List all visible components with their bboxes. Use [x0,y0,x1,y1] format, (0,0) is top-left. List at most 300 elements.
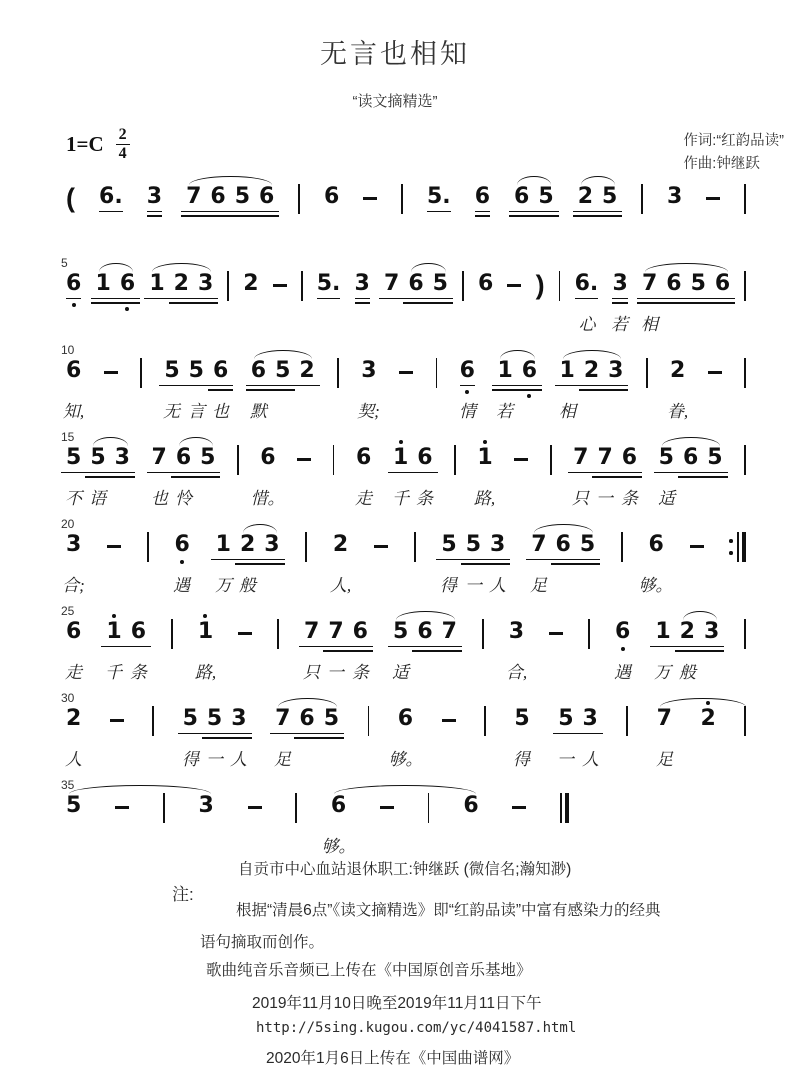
note [408,273,423,304]
note-digit: 6 [614,619,631,644]
note [558,708,573,734]
duration-underline [612,298,627,300]
barline [140,358,142,388]
note [384,273,399,299]
lyric-syllable: 千 [392,489,409,508]
note-digit: 5 [164,358,180,383]
beamed-group [558,708,598,734]
duration-underline [294,737,319,739]
note-digit: 5 [66,445,82,470]
note [657,708,672,730]
note [659,447,674,473]
note-digit: 6 [648,532,664,557]
note-digit: 5 [182,706,198,731]
barline [565,793,569,823]
note [509,621,524,643]
duration-underline [147,211,162,213]
barline [462,271,464,301]
duration-underline [388,472,413,474]
lyric-syllable: 够。 [388,750,423,769]
lyric-syllable: 遇 [173,576,190,595]
lyric-syllable: 够。 [638,576,673,595]
beamed-group [251,360,315,391]
note-digit: 6 [352,619,368,644]
duration-underline [110,472,135,474]
note [231,708,246,739]
note [475,186,490,217]
duration-underline [319,733,344,735]
repeat-end-barline [729,532,745,562]
note [260,447,275,469]
note [427,186,451,212]
lyric-syllable: 也 [151,489,168,508]
composer-credit: 作曲:钟继跃 [683,156,760,173]
note-digit: 6 [356,445,372,470]
note-digit: 5 [432,271,448,296]
duration-underline [299,646,324,648]
beamed-group [642,273,730,304]
note [200,447,215,478]
duration-underline [492,389,517,391]
note [66,534,81,556]
note-digit: 5 [66,793,82,818]
octave-dot-below [180,560,184,564]
note [560,360,575,386]
duration-underline [509,211,534,213]
note [417,621,432,652]
duration-underline [319,737,344,739]
duration-underline [461,563,486,565]
note [99,186,123,212]
note [333,534,348,556]
note [299,360,314,386]
duration-underline [193,302,218,304]
note-digit: 3 [508,619,525,644]
note-digit: 3 [231,706,247,731]
note [683,447,698,478]
footer-date-line: 2019年11月10日晚至2019年11月11日下午 [252,995,542,1012]
duration-dash [708,371,722,374]
note [622,447,637,478]
duration-underline [110,476,135,478]
beamed-group [152,447,216,478]
duration-underline [492,385,517,387]
key-signature [66,127,130,162]
note [477,447,492,469]
note-digit: 6 [521,358,538,383]
note [538,186,553,217]
note [522,360,537,398]
note-digit: 7 [304,619,320,644]
duration-underline [686,302,711,304]
note-digit: 7 [328,619,344,644]
note-digit: 6 [299,706,315,731]
beamed-group [659,447,723,478]
note-digit: 6 [119,271,136,296]
barline [482,619,484,649]
song-subtitle: “读文摘精选” [352,93,438,110]
duration-underline [181,215,206,217]
lyric-syllable: 一 [327,663,344,682]
note [466,534,481,565]
note [149,273,164,299]
duration-underline [475,211,490,213]
beamed-group [393,621,457,652]
note [715,273,730,304]
duration-underline [654,472,679,474]
duration-underline [603,389,628,391]
note-digit: 1 [95,271,111,296]
time-signature-denominator: 4 [116,144,130,162]
duration-underline [592,476,617,478]
barline [295,793,297,823]
duration-dash [107,545,121,548]
note [198,621,213,643]
note [251,360,266,391]
duration-dash [273,284,287,287]
duration-underline [91,302,116,304]
barline [559,271,561,301]
note [612,273,627,304]
barline [742,532,746,562]
note-digit: 2 [670,358,686,383]
barline [621,532,623,562]
note [147,186,162,217]
duration-underline [147,472,172,474]
measure-number: 30 [61,691,75,705]
lyric-syllable: 语 [89,489,106,508]
note-digit: 7 [641,271,658,296]
beamed-group [655,621,719,652]
note-digit: 6 [666,271,682,296]
duration-underline [66,298,81,300]
note [328,621,343,652]
note-digit: 6 [330,793,347,818]
note-digit: 5 [602,184,618,209]
barline [744,358,746,388]
note [514,708,529,730]
duration-underline [270,389,295,391]
barline [401,184,403,214]
duration-underline [202,733,227,735]
footer-source-line-2: 语句摘取而创作。 [200,934,325,951]
score [61,183,746,882]
duration-underline [575,563,600,565]
octave-dot-below [72,303,76,307]
lyric-syllable: 相 [559,402,576,421]
note-digit: 1 [215,532,231,557]
note [275,708,290,734]
note [299,708,314,739]
note [152,447,167,473]
measure-number: 25 [61,604,75,618]
note [207,708,222,739]
note [393,447,408,473]
note-digit: 2 [243,271,259,296]
lyric-syllable: 一 [557,750,574,769]
duration-underline [226,733,251,735]
duration-underline [702,472,727,474]
lyric-syllable: 若 [611,315,628,334]
duration-underline [115,302,140,304]
lyric-syllable: 万 [215,576,232,595]
duration-underline [403,302,428,304]
beamed-group [149,273,213,304]
note [578,186,593,217]
measure-number: 10 [61,343,75,357]
duration-underline [294,733,319,735]
barline [744,184,746,214]
note-digit: 5 [690,271,706,296]
barline [147,532,149,562]
duration-underline [555,385,580,387]
lyric-syllable: 心 [578,315,596,334]
duration-underline [573,211,598,213]
note-digit: 5 [441,532,457,557]
barline [428,793,430,823]
duration-underline [254,211,279,213]
duration-underline [475,215,490,217]
note [96,273,111,304]
duration-dash [706,197,720,200]
lyric-syllable: 得 [513,750,530,769]
key-label: 1=C [66,132,104,156]
note [584,360,599,391]
barline [337,358,339,388]
duration-underline [355,298,370,300]
duration-underline [208,385,233,387]
barline [414,532,416,562]
score-line [66,183,746,273]
duration-underline [412,646,437,648]
lyric-syllable: 相 [641,315,658,334]
note [186,186,201,217]
duration-dash [297,458,311,461]
note [361,360,376,382]
duration-underline [551,563,576,565]
note-digit: 6 [514,184,530,209]
note-digit: 2 [583,358,600,383]
duration-underline [193,298,218,300]
duration-underline [575,298,599,300]
lyric-syllable: 人 [489,576,506,595]
lyric-syllable: 般 [239,576,256,595]
note-digit: 6. [574,271,599,296]
note-digit: 3 [146,184,163,209]
lyric-syllable: 一 [465,576,482,595]
note-digit: 7 [531,532,547,557]
duration-underline [461,559,486,561]
note [680,621,695,652]
duration-underline [485,563,510,565]
duration-underline [208,389,233,391]
barline [227,271,229,301]
duration-underline [412,650,437,652]
note-digit: 6 [682,445,699,470]
beamed-group [560,360,624,391]
note-label: 注: [172,885,194,904]
lyric-syllable: 路, [194,663,217,682]
note-digit: 3 [264,532,280,557]
note [213,360,228,391]
note-digit: 7 [597,445,613,470]
note [648,534,663,556]
duration-underline [686,298,711,300]
note [355,273,370,304]
note [66,447,81,473]
note-digit: 1 [149,271,165,296]
duration-dash [104,371,118,374]
note-digit: 7 [384,271,400,296]
final-barline [560,793,569,823]
measure-number: 15 [61,430,75,444]
note-digit: 2 [239,532,256,557]
note-digit: 5 [465,532,482,557]
lyric-syllable: 不 [65,489,82,508]
measure-number: 35 [61,778,75,792]
duration-underline [460,385,475,387]
open-paren: ( [66,183,75,213]
duration-underline [437,650,462,652]
duration-underline [126,646,151,648]
note-digit: 1 [559,358,575,383]
lyric-syllable: 知, [62,402,85,421]
duration-underline [675,650,700,652]
note-digit: 3 [66,532,82,557]
beamed-group [573,447,637,478]
duration-underline [348,646,373,648]
note-digit: 3 [490,532,506,557]
beamed-group [497,360,537,398]
duration-underline [169,298,194,300]
footer-upload-line-2: 2020年1月6日上传在《中国曲谱网》 [266,1050,520,1067]
lyric-syllable: 够。 [321,837,356,856]
barline [305,532,307,562]
duration-underline [323,650,348,652]
duration-dash [399,371,413,374]
note-digit: 6 [463,793,479,818]
lyric-syllable: 足 [656,750,673,769]
duration-underline [270,385,295,387]
duration-underline [575,559,600,561]
beamed-group [164,360,228,391]
note-digit: 2 [299,358,315,383]
note-digit: 5 [514,706,530,731]
note [704,621,719,652]
note-digit: 6 [210,184,226,209]
note [240,534,255,565]
duration-dash [549,632,563,635]
note [670,360,685,382]
barline [588,619,590,649]
beamed-group [441,534,505,565]
duration-underline [195,472,220,474]
duration-underline [246,385,271,387]
note-digit: 5 [200,445,216,470]
duration-underline [99,211,123,213]
barline [484,706,486,736]
note-digit: 3 [608,358,624,383]
lyric-syllable: 路, [473,489,496,508]
duration-underline [533,215,558,217]
beamed-group [186,186,274,217]
note [667,186,682,208]
note [106,621,121,647]
duration-underline [181,211,206,213]
barline [646,358,648,388]
duration-underline [144,298,169,300]
lyric-syllable: 怜 [175,489,192,508]
duration-underline [115,298,140,300]
note [573,447,588,473]
slur-arc [517,176,551,185]
note [304,621,319,647]
beamed-group [514,186,554,217]
lyric-syllable: 人 [65,750,82,769]
lyric-syllable: 一 [596,489,613,508]
note [324,186,339,208]
note [608,360,623,391]
note [324,708,339,739]
lyric-syllable: 合, [505,663,528,682]
duration-underline [403,298,428,300]
note [356,447,371,469]
lyric-syllable: 得 [182,750,199,769]
note-digit: 6 [250,358,267,383]
footer-source-line-1: 根据“清晨6点”《读文摘精选》即“红韵品读”中富有感染力的经典 [236,902,661,919]
note [198,273,213,304]
note-digit: 6 [130,619,147,644]
note-digit: 5 [188,358,204,383]
note [575,273,599,299]
duration-underline [617,476,642,478]
note [463,795,478,817]
note-digit: 5. [426,184,451,209]
note [90,447,105,478]
duration-dash [507,284,521,287]
barline [368,706,370,736]
note [183,708,198,734]
note [707,447,722,478]
lyric-syllable: 般 [679,663,696,682]
note [700,708,715,730]
lyricist-credit: 作词:“红韵品读” [683,133,784,149]
duration-underline [412,472,437,474]
note-digit: 5 [206,706,223,731]
note-digit: 6 [212,358,229,383]
note-digit: 6 [260,445,276,470]
note-digit: 5 [658,445,674,470]
duration-underline [517,385,542,387]
duration-underline [428,302,453,304]
duration-underline [230,215,255,217]
note-digit: 6 [474,184,490,209]
duration-underline [205,211,230,213]
note [176,447,191,478]
duration-underline [205,215,230,217]
note [441,534,456,560]
lyric-syllable: 一 [206,750,223,769]
time-signature-numerator: 2 [118,126,127,143]
duration-underline [597,215,622,217]
note-digit: 6. [99,184,123,209]
note [497,360,512,391]
barline [237,445,239,475]
duration-underline [661,302,686,304]
octave-dot-above [399,440,403,444]
note [259,186,274,217]
duration-underline [427,211,451,213]
